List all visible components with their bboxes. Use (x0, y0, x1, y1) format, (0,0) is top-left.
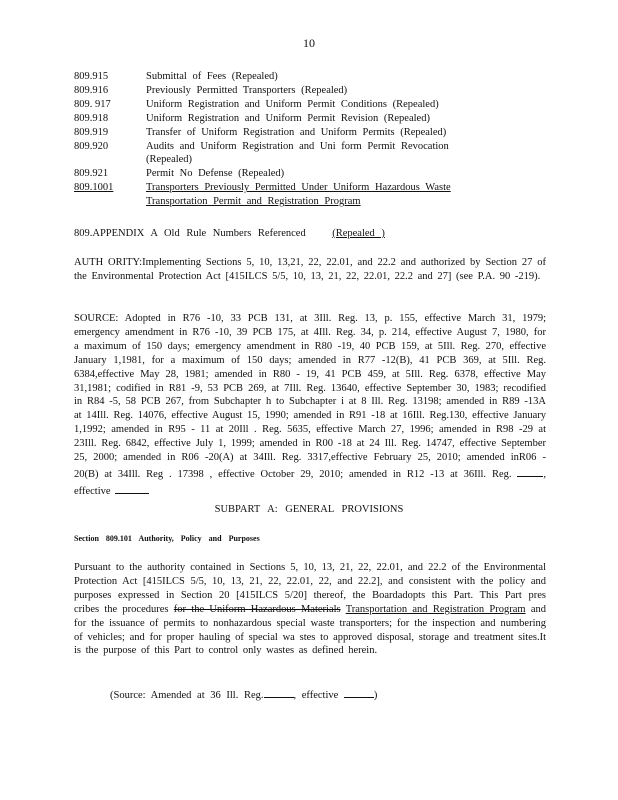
blank-line (264, 686, 294, 698)
toc-section-title: Transporters Previously Permitted Under Uniform Hazardous Waste Transportation Permit and Registration Program (146, 182, 451, 208)
toc-section-title: Audits and Uniform Registration and Uni form Permit Revocation (Repealed) (146, 140, 449, 166)
toc-entry (74, 167, 494, 181)
toc-section-number: 809.1001 (74, 182, 114, 194)
toc-entry (74, 70, 494, 84)
toc-section-number: 809.915 (74, 71, 109, 82)
table-of-contents (74, 70, 494, 209)
struck-text: for the Uniform Hazardous Materials (173, 603, 341, 615)
toc-entry (74, 84, 494, 98)
authority-note: AUTH ORITY:Implementing Sections 5, 10, 13,21, 22, 22.01, and 22.2 and authorized by Section 27 of the Environmental Protection Act [415ILCS 5/5, 10, 13, 21, 22, 22.01, 22.2 and 27] (see P.A. 90 -219). (74, 257, 546, 282)
toc-section-number: 809.920 (74, 140, 109, 152)
source-citation (110, 686, 377, 701)
source-note: SOURCE: Adopted in R76 -10, 33 PCB 131, at 3Ill. Reg. 13, p. 155, effective March 31, 1979; emergency amendment in R76 -10, 39 PCB 175, at 4Ill. Reg. 34, p. 214, effective August 7, 1980, for a maximum of 150 days; emergency amendment in R80 -19, 40 PCB 159, at 5Ill. Reg. 270, effective January 1,1981, for a maximum of 150 days; amended in R77 -12(B), 41 PCB 369, at 5Ill. Reg. 6384,effective May 28, 1981; amended in R80 - 19, 41 PCB 459, at 5Ill. Reg. 6378, effective May 31,1981; codified in R81 -9, 53 PCB 269, at 7Ill. Reg. 13640, effective September 30, 1983; recodified in R84 -5, 58 PCB 267, from Subchapter h to Subchapter i at 8 Ill. Reg. 13198; amended in R89 -13A at 14Ill. Reg. 14076, effective August 15, 1990; amended in R91 -18 at 16Ill. Reg.130, effective January 1,1992; amended in R95 - 11 at 20Ill . Reg. 5635, effective March 27, 1996; amended in R98 -29 at 23Ill. Reg. 6842, effective July 1, 1999; amended in R00 -18 at 24 Ill. Reg. 14747, effective September 25, 2000; amended in R06 -20(A) at 34Ill. Reg. 3317,effective February 25, 2010; amended inR06 - 20(B) at 34Ill. Reg . 17398 , effective October 29, 2010; amended in R12 -13 at 36Ill. Reg. , effective (74, 313, 546, 497)
toc-entry (74, 140, 494, 168)
page-number: 10 (303, 36, 315, 50)
blank-line (344, 686, 374, 698)
body-text: Pursuant to the authority contained in Sections 5, 10, 13, 21, 22, 22.01, and 22.2 of the Environmental Protection Act [415ILCS 5/5, 10, 13, 21, 22, 22.01, 22, and 22.2], and consistent with the policy and purposes expressed in Section 20 [415ILCS 5/20] thereof, the Boardadopts this Part. This Part pres cribes the procedures (74, 562, 546, 615)
subpart-heading: SUBPART A: GENERAL PROVISIONS (214, 504, 404, 515)
source-mid: , effective (293, 690, 339, 701)
toc-section-title: Uniform Registration and Uniform Permit Revision (Repealed) (146, 112, 430, 124)
toc-entry (74, 98, 494, 112)
appendix-line (74, 227, 546, 241)
blank-line (517, 465, 543, 477)
appendix-label: 809.APPENDIX A Old Rule Numbers Referenced (74, 228, 306, 239)
blank-line (115, 482, 149, 494)
toc-section-number: 809.916 (74, 84, 109, 96)
source-prefix: (Source: Amended at 36 Ill. Reg. (110, 690, 264, 701)
toc-section-title: Uniform Registration and Uniform Permit Conditions (Repealed) (146, 98, 439, 110)
toc-section-title: Previously Permitted Transporters (Repealed) (146, 84, 348, 96)
source-text: SOURCE: Adopted in R76 -10, 33 PCB 131, at 3Ill. Reg. 13, p. 155, effective March 31, 1979; emergency amendment in R76 -10, 39 PCB 175, at 4Ill. Reg. 34, p. 214, effective August 7, 1980, for a maximum of 150 days; emergency amendment in R80 -19, 40 PCB 159, at 5Ill. Reg. 270, effective January 1,1981, for a maximum of 150 days; amended in R77 -12(B), 41 PCB 369, at 5Ill. Reg. 6384,effective May 28, 1981; amended in R80 - 19, 41 PCB 459, at 5Ill. Reg. 6378, effective May 31,1981; codified in R81 -9, 53 PCB 269, at 7Ill. Reg. 13640, effective September 30, 1983; recodified in R84 -5, 58 PCB 267, from Subchapter h to Subchapter i at 8 Ill. Reg. 13198; amended in R89 -13A at 14Ill. Reg. 14076, effective August 15, 1990; amended in R91 -18 at 16Ill. Reg.130, effective January 1,1992; amended in R95 - 11 at 20Ill . Reg. 5635, effective March 27, 1996; amended in R98 -29 at 23Ill. Reg. 6842, effective July 1, 1999; amended in R00 -18 at 24 Ill. Reg. 14747, effective September 25, 2000; amended in R06 -20(A) at 34Ill. Reg. 3317,effective February 25, 2010; amended inR06 - 20(B) at 34Ill. Reg . 17398 , effective October 29, 2010; amended in R12 -13 at 36Ill. Reg. (74, 313, 546, 480)
appendix-status: (Repealed ) (332, 228, 385, 239)
body-text-continued: and for the issuance of permits to nonhazardous special waste transporters; for the inspection and numbering of vehicles; and for proper hauling of special wa stes to approved disposal, storage and treatment sites.It is the purpose of this Part to control only wastes as defined herein. (74, 603, 547, 657)
section-heading: Section 809.101 Authority, Policy and Purposes (74, 534, 260, 543)
toc-section-title: Transfer of Uniform Registration and Uniform Permits (Repealed) (146, 126, 447, 138)
toc-section-title: Submittal of Fees (Repealed) (146, 71, 278, 82)
toc-entry (74, 126, 494, 140)
toc-section-number: 809. 917 (74, 98, 111, 110)
section-body (74, 561, 546, 658)
toc-section-number: 809.921 (74, 168, 109, 180)
toc-section-number: 809.919 (74, 126, 109, 138)
source-suffix: ) (373, 690, 378, 701)
toc-entry (74, 112, 494, 126)
toc-section-title: Permit No Defense (Repealed) (146, 168, 285, 180)
toc-section-number: 809.918 (74, 112, 109, 124)
toc-entry (74, 181, 494, 209)
added-text: Transportation and Registration Program (345, 603, 526, 615)
source-effective: effective (74, 485, 111, 497)
